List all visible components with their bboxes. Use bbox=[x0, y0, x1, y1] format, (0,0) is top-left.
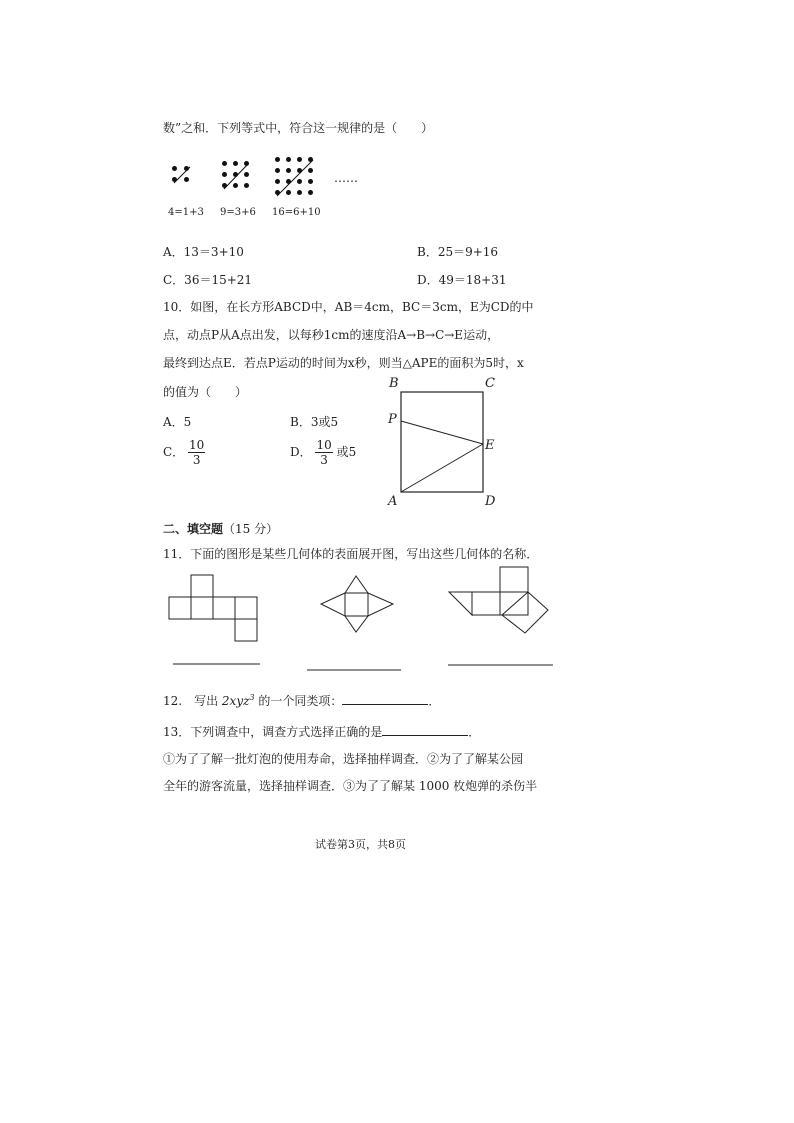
q12-text: 12. 写出 2xyz$^3$ 的一个同类项： ． bbox=[163, 693, 441, 708]
page-footer: 试卷第3页，共8页 bbox=[315, 838, 406, 851]
q12-answer-blank[interactable] bbox=[342, 692, 428, 705]
dot-pattern-2 bbox=[222, 161, 252, 191]
caption-3: 16=6+10 bbox=[272, 207, 321, 218]
net-figure-3 bbox=[445, 565, 560, 675]
dot-pattern-3 bbox=[275, 157, 317, 197]
label-a: A bbox=[388, 494, 398, 509]
label-e: E bbox=[485, 438, 495, 453]
q9-option-b: B．25＝9+16 bbox=[417, 245, 499, 259]
q10-line-2: 点，动点P从A点出发，以每秒1cm的速度沿A→B→C→E运动， bbox=[163, 328, 500, 342]
q10-line-3: 最终到达点E．若点P运动的时间为x秒，则当△APE的面积为5时，x bbox=[163, 356, 524, 370]
q13-line-3: 全年的游客流量，选择抽样调查．③为了了解某 1000 枚炮弹的杀伤半 bbox=[163, 779, 538, 793]
ellipsis: …… bbox=[334, 171, 358, 185]
q10-option-b: B．3或5 bbox=[290, 415, 339, 429]
q13-answer-blank[interactable] bbox=[382, 723, 468, 736]
caption-2: 9=3+6 bbox=[220, 207, 256, 218]
q10-line-4: 的值为（ ） bbox=[163, 385, 248, 399]
fraction: $\frac{10}{3}$ bbox=[316, 438, 332, 467]
q9-option-a: A．13＝3+10 bbox=[163, 245, 244, 259]
label-d: D bbox=[485, 494, 496, 509]
fraction: $\frac{10}{3}$ bbox=[189, 438, 205, 467]
caption-1: 4=1+3 bbox=[168, 207, 204, 218]
net-figure-2 bbox=[305, 572, 415, 677]
dot-pattern-1 bbox=[172, 166, 194, 186]
q9-stem: 数”之和．下列等式中，符合这一规律的是（ ） bbox=[163, 121, 434, 135]
q10-option-a: A．5 bbox=[163, 415, 192, 429]
q9-option-d: D．49＝18+31 bbox=[417, 273, 507, 287]
q10-option-c: C． $\frac{10}{3}$ bbox=[163, 438, 205, 467]
q10-option-d: D． $\frac{10}{3}$ 或5 bbox=[290, 438, 357, 467]
q13-line-1: 13．下列调查中，调查方式选择正确的是 ． bbox=[163, 725, 481, 739]
label-c: C bbox=[485, 376, 495, 391]
net-figure-1 bbox=[165, 572, 265, 672]
label-p: P bbox=[388, 412, 397, 427]
q9-option-c: C．36＝15+21 bbox=[163, 273, 253, 287]
section-title: 二、填空题（15 分） bbox=[163, 522, 279, 536]
q11-text: 11．下面的图形是某些几何体的表面展开图，写出这些几何体的名称． bbox=[163, 547, 539, 561]
label-b: B bbox=[389, 376, 399, 391]
q12-expression: 2xyz$^3$ bbox=[221, 693, 255, 708]
rectangle-figure bbox=[380, 375, 500, 515]
q13-line-2: ①为了了解一批灯泡的使用寿命，选择抽样调查．②为了了解某公园 bbox=[163, 752, 524, 766]
q10-line-1: 10．如图，在长方形ABCD中，AB＝4cm，BC＝3cm，E为CD的中 bbox=[163, 300, 534, 314]
